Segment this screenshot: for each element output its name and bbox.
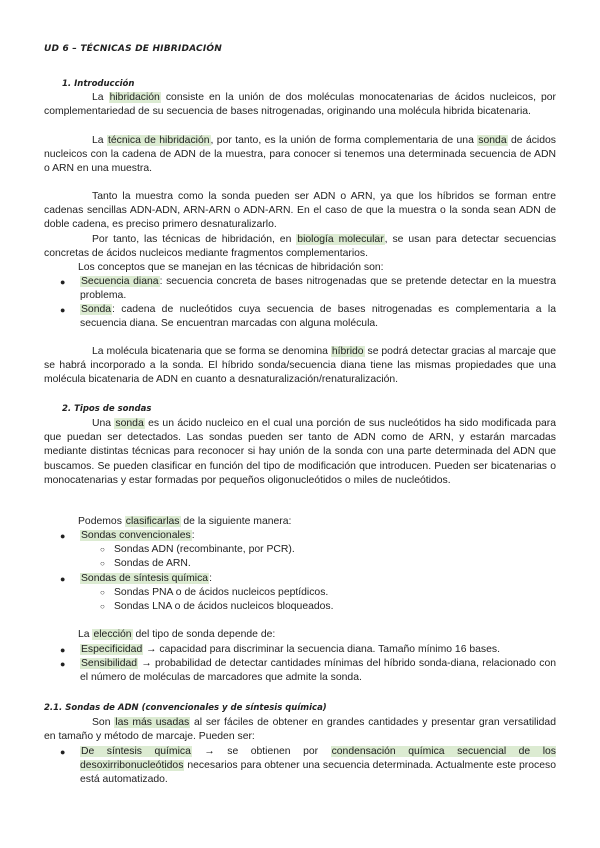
paragraph: Por tanto, las técnicas de hibridación, en biología molecular, se usan para detectar secuencias concretas de ácidos nucleicos mediante fragmentos complementarios. (44, 234, 557, 260)
bullet-icon: ● (60, 659, 66, 669)
paragraph: Son las más usadas al ser fáciles de obtener en grandes cantidades y presentar gran versatilidad en tamaño y método de marcaje. Pueden ser: (44, 717, 556, 743)
bullet-icon: ● (60, 531, 66, 541)
section-heading-introduccion: 1. Introducción (62, 79, 135, 89)
sub-list-item: ○ Sondas ADN (recombinante, por PCR). (100, 543, 295, 557)
paragraph: La técnica de hibridación, por tanto, es la unión de forma complementaria de una sonda de ácidos nucleicos con la cadena de ADN de la muestra, para conocer si tenemos una determinada secuencia de ADN o ARN en una muestra. (44, 135, 556, 175)
paragraph: Una sonda es un ácido nucleico en el cual una porción de sus nucleótidos ha sido modificada para que puedan ser detectados. Las sondas pueden ser tanto de ADN como de ARN, y estarán marcadas mediante distintas técnicas para reconocer si hay unión de la sonda con una parte determinada del ADN que buscamos. Se pueden clasificar en función del tipo de modificación que introducen. Pueden ser bicatenarias o monocatenarias y estar formadas por pequeños oligonucleótidos o miles de nucleótidos. (44, 418, 556, 486)
list-item: ● Sensibilidad → probabilidad de detectar cantidades mínimas del híbrido sonda-diana, relacionado con el número de moléculas de marcadores que admite la sonda. (60, 658, 556, 684)
sub-list-item: ○ Sondas LNA o de ácidos nucleicos bloqueados. (100, 600, 334, 614)
list-item: ● Sondas de síntesis química: (60, 572, 556, 586)
paragraph: Los conceptos que se manejan en las técnicas de hibridación son: (78, 262, 384, 273)
bullet-icon: ● (60, 645, 66, 655)
bullet-icon: ● (60, 277, 66, 287)
paragraph: La hibridación consiste en la unión de dos moléculas monocatenarias de ácidos nucleicos, por complementariedad de su secuencia de bases nitrogenadas, originando una molécula hibrida bicatenaria. (44, 92, 556, 118)
document-title: UD 6 – TÉCNICAS DE HIBRIDACIÓN (44, 44, 222, 54)
circle-bullet-icon: ○ (100, 588, 105, 597)
bullet-icon: ● (60, 305, 66, 315)
paragraph: La molécula bicatenaria que se forma se denomina híbrido se podrá detectar gracias al marcaje que se habrá incorporado a la sonda. El híbrido sonda/secuencia diana tiene las mismas propiedades que una molécula bicatenaria de ADN en cuanto a desnaturalización/renaturalización. (44, 346, 556, 386)
paragraph: Podemos clasificarlas de la siguiente manera: (78, 516, 292, 527)
section-heading-sondas-adn: 2.1. Sondas de ADN (convencionales y de síntesis química) (44, 703, 327, 713)
list-item: ● Especificidad → capacidad para discriminar la secuencia diana. Tamaño mínimo 16 bases. (60, 643, 556, 657)
paragraph: Tanto la muestra como la sonda pueden ser ADN o ARN, ya que los híbridos se forman entre cadenas sencillas ADN-ADN, ARN-ARN o ADN-ARN. En el caso de que la muestra o la sonda sean ADN de doble cadena, es preciso primero desnaturalizarlo. (44, 191, 556, 231)
list-item: ● De síntesis química → se obtienen por condensación química secuencial de los desoxirribonucleótidos necesarios para obtener una secuencia determinada. Actualmente este proceso está automatizado. (60, 746, 556, 786)
bullet-icon: ● (60, 747, 66, 757)
circle-bullet-icon: ○ (100, 545, 105, 554)
sub-list-item: ○ Sondas PNA o de ácidos nucleicos peptídicos. (100, 586, 328, 600)
sub-list-item: ○ Sondas de ARN. (100, 557, 191, 571)
circle-bullet-icon: ○ (100, 559, 105, 568)
list-item: ● Sondas convencionales: (60, 529, 556, 543)
section-heading-tipos-de-sondas: 2. Tipos de sondas (62, 404, 152, 414)
paragraph: La elección del tipo de sonda depende de: (78, 629, 276, 640)
bullet-icon: ● (60, 574, 66, 584)
list-item: ● Secuencia diana: secuencia concreta de bases nitrogenadas que se pretende detectar en la muestra problema. (60, 276, 556, 302)
circle-bullet-icon: ○ (100, 602, 105, 611)
list-item: ● Sonda: cadena de nucleótidos cuya secuencia de bases nitrogenadas es complementaria a la secuencia diana. Se encuentran marcadas con alguna molécula. (60, 304, 556, 330)
